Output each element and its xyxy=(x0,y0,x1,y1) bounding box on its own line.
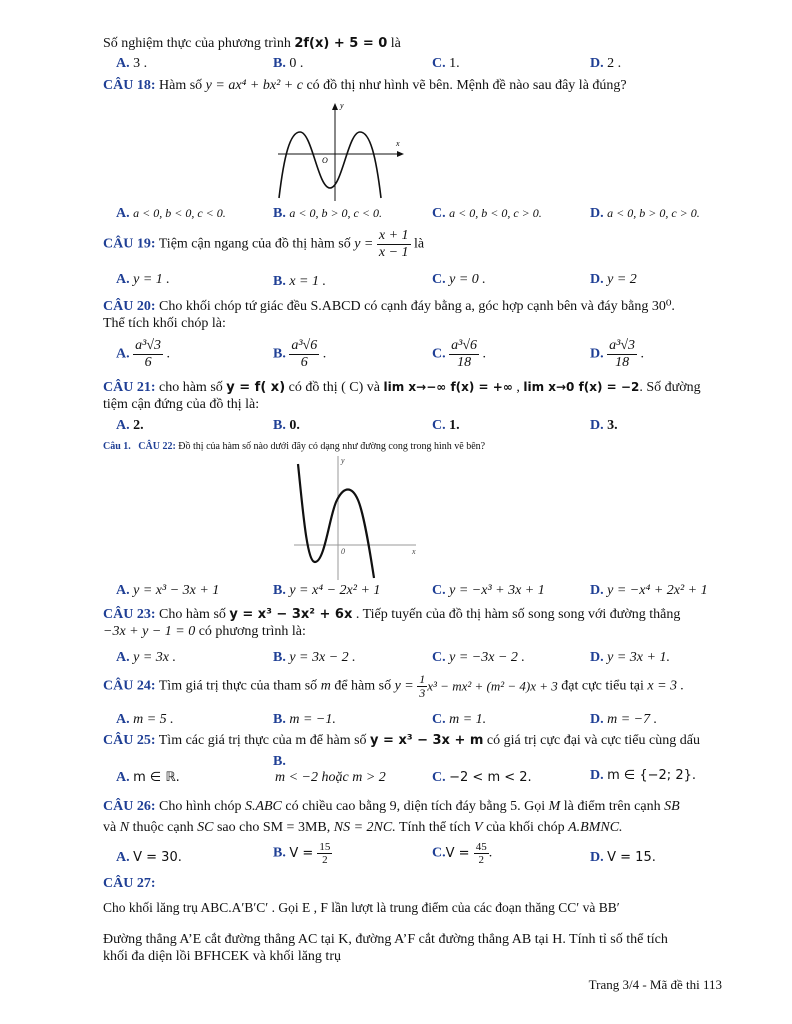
q23-stem-line1: CÂU 23: Cho hàm số y = x³ − 3x² + 6x . Tiếp tuyến của đồ thị hàm số song song với đường thẳng xyxy=(103,607,681,622)
q17-option-d[interactable]: D. 2 . xyxy=(590,56,622,71)
q20-stem-line2: Thể tích khối chóp là: xyxy=(103,316,226,331)
q22-option-b[interactable]: B. y = x⁴ − 2x² + 1 xyxy=(273,583,381,598)
q25-option-c[interactable]: C. −2 < m < 2. xyxy=(432,770,532,785)
q20-fraction-a: $\frac{\text{a³√3}}{6}$ xyxy=(135,338,162,370)
q18-stem: CÂU 18: Hàm số y = ax⁴ + bx² + c có đồ thị như hình vẽ bên. Mệnh đề nào sau đây là đúng? xyxy=(103,78,627,93)
q21-option-d[interactable]: D. 3. xyxy=(590,418,618,433)
q20-fraction-c: $\frac{\text{a³√6}}{18}$ xyxy=(451,338,478,370)
q26-fraction-b: $\frac{15}{2}$ xyxy=(319,841,331,866)
q22-graph-y-label: y xyxy=(341,456,345,465)
q22-option-a[interactable]: A. y = x³ − 3x + 1 xyxy=(116,583,220,598)
q18-graph-y-label: y xyxy=(340,101,344,110)
q17-option-a[interactable]: A. 3 . xyxy=(116,56,148,71)
q24-option-c[interactable]: C. m = 1. xyxy=(432,712,487,727)
q20-option-d[interactable]: D. $\frac{\text{a³√3}}{18}$ . xyxy=(590,338,645,370)
q18-graph-x-label: x xyxy=(396,139,400,148)
q20-fraction-d: $\frac{\text{a³√3}}{18}$ xyxy=(609,338,636,370)
q22-graph-x-label: x xyxy=(412,547,416,556)
q18-option-c[interactable]: C. a < 0, b < 0, c > 0. xyxy=(432,206,542,221)
q20-stem-line1: CÂU 20: Cho khối chóp tứ giác đều S.ABCD có cạnh đáy bằng a, góc hợp cạnh bên và đáy bằng 30⁰. xyxy=(103,299,675,314)
q26-stem-line1: CÂU 26: Cho hình chóp S.ABC có chiều cao bằng 9, diện tích đáy bằng 5. Gọi M là điểm trên cạnh SB xyxy=(103,799,680,814)
q20-option-a[interactable]: A. $\frac{\text{a³√3}}{6}$ . xyxy=(116,338,171,370)
q17-stem: Số nghiệm thực của phương trình 2f(x) + 5 = 0 là xyxy=(103,36,401,51)
q20-option-b[interactable]: B. $\frac{\text{a³√6}}{6}$ . xyxy=(273,338,327,370)
q22-stem: Câu 1. CÂU 22: Đồ thị của hàm số nào dưới đây có dạng như đường cong trong hình vẽ bên? xyxy=(103,441,486,452)
q18-option-a[interactable]: A. a < 0, b < 0, c < 0. xyxy=(116,206,226,221)
q22-option-c[interactable]: C. y = −x³ + 3x + 1 xyxy=(432,583,545,598)
q24-option-b[interactable]: B. m = −1. xyxy=(273,712,336,727)
q23-option-a[interactable]: A. y = 3x . xyxy=(116,650,176,665)
q26-fraction-c: $\frac{45}{2}$ xyxy=(475,841,487,866)
q21-option-a[interactable]: A. 2. xyxy=(116,418,144,433)
q26-option-b[interactable]: B. V = $\frac{15}{2}$ xyxy=(273,841,331,866)
q26-stem-line2: và N thuộc cạnh SC sao cho SM = 3MB, NS = 2NC. Tính thể tích V của khối chóp A.BMNC. xyxy=(103,820,623,835)
q20-option-c[interactable]: C. $\frac{\text{a³√6}}{18}$ . xyxy=(432,338,487,370)
q27-line3: khối đa diện lồi BFHCEK và khối lăng trụ xyxy=(103,949,341,964)
q23-stem-line2: −3x + y − 1 = 0 có phương trình là: xyxy=(103,624,306,639)
q23-option-b[interactable]: B. y = 3x − 2 . xyxy=(273,650,356,665)
q27-line2: Đường thẳng A’E cắt đường thẳng AC tại K, đường A’F cắt đường thẳng AB tại H. Tính tỉ số thể tích xyxy=(103,932,668,947)
q19-option-d[interactable]: D. y = 2 xyxy=(590,272,637,287)
q17-option-c[interactable]: C. 1. xyxy=(432,56,460,71)
q21-option-b[interactable]: B. 0. xyxy=(273,418,300,433)
q27-line1: Cho khối lăng trụ ABC.A′B′C′ . Gọi E , F lần lượt là trung điểm của các đoạn thăng CC′ và BB′ xyxy=(103,900,620,915)
q20-fraction-b: $\frac{\text{a³√6}}{6}$ xyxy=(291,338,318,370)
q22-graph-origin: 0 xyxy=(341,547,345,556)
q23-option-d[interactable]: D. y = 3x + 1. xyxy=(590,650,670,665)
q25-option-a[interactable]: A. m ∈ ℝ. xyxy=(116,770,180,785)
q17-option-b[interactable]: B. 0 . xyxy=(273,56,304,71)
q23-option-c[interactable]: C. y = −3x − 2 . xyxy=(432,650,525,665)
q19-option-a[interactable]: A. y = 1 . xyxy=(116,272,170,287)
q21-stem-line1: CÂU 21: cho hàm số y = f( x) có đồ thị ( C) và lim x→−∞ f(x) = +∞ , lim x→0 f(x) = −2. Số đường xyxy=(103,380,701,395)
q26-option-a[interactable]: A. V = 30. xyxy=(116,850,182,865)
q19-stem: CÂU 19: Tiệm cận ngang của đồ thị hàm số y = $\frac{x + 1}{x - 1}$ là xyxy=(103,228,425,260)
q21-option-c[interactable]: C. 1. xyxy=(432,418,460,433)
q24-option-d[interactable]: D. m = −7 . xyxy=(590,712,658,727)
page-footer: Trang 3/4 - Mã đề thi 113 xyxy=(588,977,722,992)
q26-option-c[interactable]: C.V = $\frac{45}{2}$ . xyxy=(432,841,493,866)
q24-option-a[interactable]: A. m = 5 . xyxy=(116,712,174,727)
q24-fraction: $\frac{1}{3}$ xyxy=(419,672,426,700)
q25-option-d[interactable]: D. m ∈ {−2; 2}. xyxy=(590,768,696,783)
q25-option-b[interactable]: B. m < −2 hoặc m > 2 xyxy=(273,754,386,785)
q22-option-d[interactable]: D. y = −x⁴ + 2x² + 1 xyxy=(590,583,708,598)
q18-graph xyxy=(270,98,410,203)
q21-stem-line2: tiệm cận đứng của đồ thị là: xyxy=(103,397,260,412)
q19-option-b[interactable]: B. x = 1 . xyxy=(273,274,327,289)
q18-graph-origin: O xyxy=(322,156,328,165)
q26-option-d[interactable]: D. V = 15. xyxy=(590,850,656,865)
q25-stem: CÂU 25: Tìm các giá trị thực của m để hàm số y = x³ − 3x + m có giá trị cực đại và cực tiểu cùng dấu xyxy=(103,733,700,748)
q19-fraction: $\frac{x + 1}{x - 1}$ xyxy=(378,228,409,260)
q22-graph xyxy=(290,452,430,582)
q18-option-b[interactable]: B. a < 0, b > 0, c < 0. xyxy=(273,206,382,221)
q18-option-d[interactable]: D. a < 0, b > 0, c > 0. xyxy=(590,206,700,221)
q27-number: CÂU 27: xyxy=(103,876,156,891)
q24-stem: CÂU 24: Tìm giá trị thực của tham số m để hàm số y = $\frac{1}{3}$ x³ − mx² + (m² − 4)x + 3 đạt cực tiểu tại x = 3 . xyxy=(103,672,685,700)
q19-option-c[interactable]: C. y = 0 . xyxy=(432,272,486,287)
